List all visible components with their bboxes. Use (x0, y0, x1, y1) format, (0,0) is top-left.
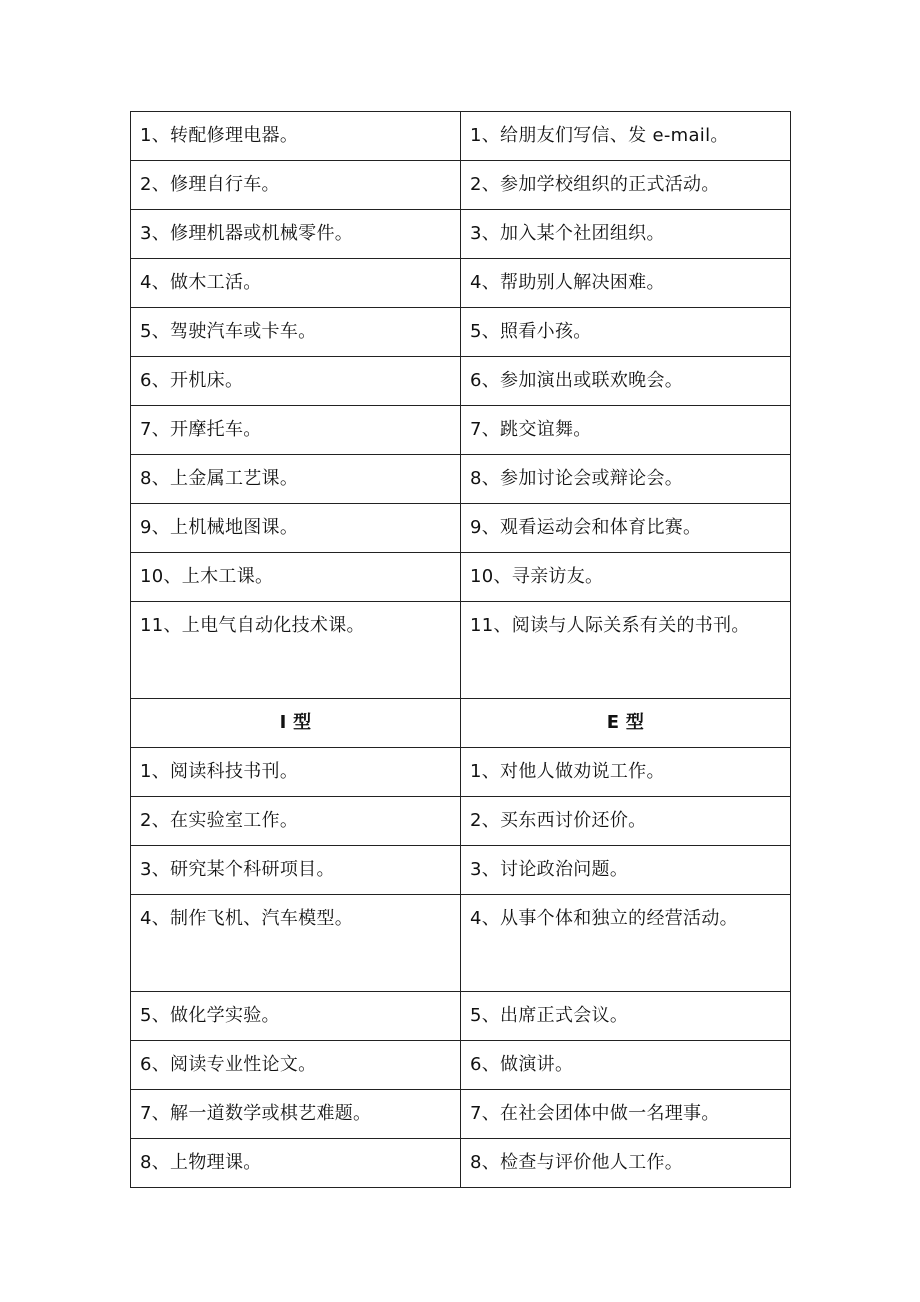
left-cell: 2、修理自行车。 (131, 161, 461, 210)
left-cell: 7、开摩托车。 (131, 406, 461, 455)
e-type-header: E 型 (461, 699, 791, 748)
right-cell: 1、给朋友们写信、发 e-mail。 (461, 112, 791, 161)
right-cell: 7、在社会团体中做一名理事。 (461, 1090, 791, 1139)
right-cell: 1、对他人做劝说工作。 (461, 748, 791, 797)
table-row (131, 602, 791, 699)
right-cell: 5、照看小孩。 (461, 308, 791, 357)
right-cell: 6、参加演出或联欢晚会。 (461, 357, 791, 406)
table-row (131, 259, 791, 308)
table-row (131, 357, 791, 406)
left-cell: 3、研究某个科研项目。 (131, 846, 461, 895)
left-cell: 2、在实验室工作。 (131, 797, 461, 846)
left-cell: 7、解一道数学或棋艺难题。 (131, 1090, 461, 1139)
interest-survey-table (130, 111, 791, 1188)
table-row (131, 1139, 791, 1188)
table-row (131, 846, 791, 895)
table-row (131, 308, 791, 357)
table-row (131, 455, 791, 504)
table-row (131, 1041, 791, 1090)
left-cell: 5、做化学实验。 (131, 992, 461, 1041)
table-row (131, 406, 791, 455)
right-cell: 3、讨论政治问题。 (461, 846, 791, 895)
table-row (131, 748, 791, 797)
table-row (131, 797, 791, 846)
left-cell: 8、上金属工艺课。 (131, 455, 461, 504)
table-row (131, 895, 791, 992)
table-row (131, 553, 791, 602)
right-cell: 9、观看运动会和体育比赛。 (461, 504, 791, 553)
left-cell: 6、开机床。 (131, 357, 461, 406)
right-cell: 11、阅读与人际关系有关的书刊。 (461, 602, 791, 699)
right-cell: 7、跳交谊舞。 (461, 406, 791, 455)
left-cell: 3、修理机器或机械零件。 (131, 210, 461, 259)
right-cell: 5、出席正式会议。 (461, 992, 791, 1041)
right-cell: 6、做演讲。 (461, 1041, 791, 1090)
left-cell: 5、驾驶汽车或卡车。 (131, 308, 461, 357)
i-type-header: I 型 (131, 699, 461, 748)
table-row (131, 992, 791, 1041)
table-row (131, 210, 791, 259)
left-cell: 11、上电气自动化技术课。 (131, 602, 461, 699)
right-cell: 10、寻亲访友。 (461, 553, 791, 602)
section-header-row (131, 699, 791, 748)
left-cell: 6、阅读专业性论文。 (131, 1041, 461, 1090)
right-cell: 2、买东西讨价还价。 (461, 797, 791, 846)
right-cell: 2、参加学校组织的正式活动。 (461, 161, 791, 210)
table-row (131, 112, 791, 161)
left-cell: 4、做木工活。 (131, 259, 461, 308)
left-cell: 8、上物理课。 (131, 1139, 461, 1188)
left-cell: 1、阅读科技书刊。 (131, 748, 461, 797)
left-cell: 4、制作飞机、汽车模型。 (131, 895, 461, 992)
left-cell: 9、上机械地图课。 (131, 504, 461, 553)
table-row (131, 161, 791, 210)
table-row (131, 1090, 791, 1139)
left-cell: 1、转配修理电器。 (131, 112, 461, 161)
right-cell: 4、帮助别人解决困难。 (461, 259, 791, 308)
table-row (131, 504, 791, 553)
right-cell: 8、检查与评价他人工作。 (461, 1139, 791, 1188)
right-cell: 4、从事个体和独立的经营活动。 (461, 895, 791, 992)
right-cell: 3、加入某个社团组织。 (461, 210, 791, 259)
right-cell: 8、参加讨论会或辩论会。 (461, 455, 791, 504)
left-cell: 10、上木工课。 (131, 553, 461, 602)
